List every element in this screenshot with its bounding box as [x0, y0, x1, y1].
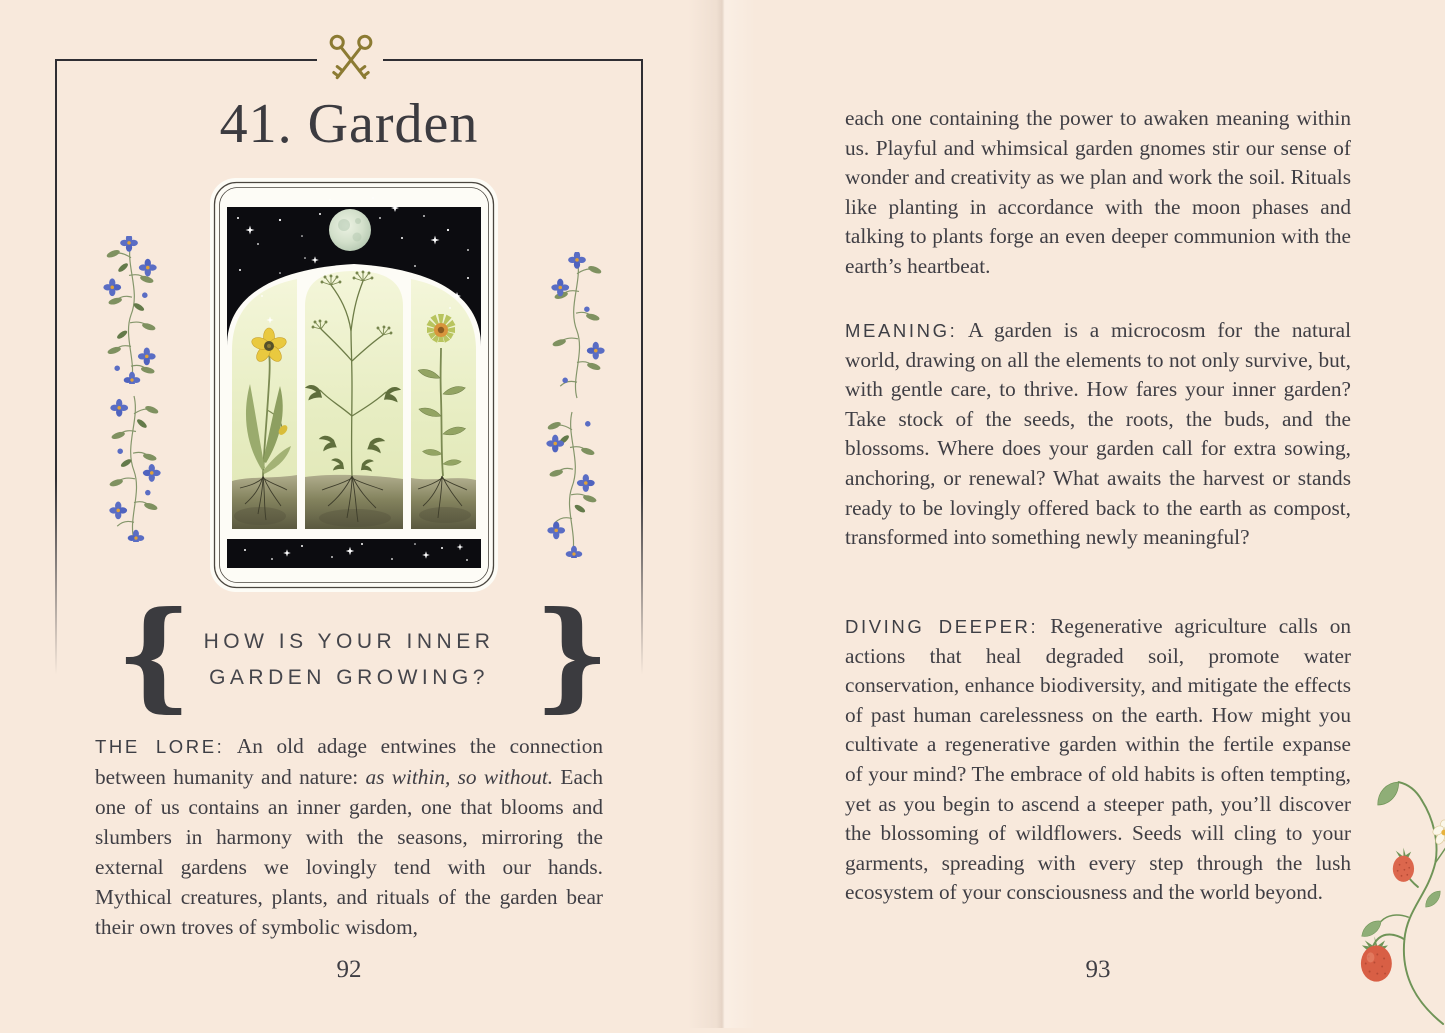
question-line-1: HOW IS YOUR INNER	[203, 630, 495, 653]
card-question	[55, 624, 643, 696]
meaning-label: MEANING:	[845, 320, 958, 341]
garden-card-illustration	[210, 178, 498, 592]
blue-flower-vine-icon	[103, 394, 165, 542]
strawberry-branch-icon	[1358, 766, 1445, 1028]
diving-deeper-paragraph	[845, 612, 1351, 908]
lore-text-intro: An old adage entwines the connection between humanity and nature:	[95, 734, 604, 789]
continuation-paragraph: each one containing the power to awaken meaning within us. Playful and whimsical garden gnomes stir our sense of wonder and creativity as we plan and work the soil. Rituals like planting in accordance with the moon phases and talking to plants forge an even deeper communion with the earth’s heartbeat.	[845, 106, 1351, 278]
full-moon	[329, 209, 371, 251]
blue-flower-vine-icon	[100, 236, 162, 384]
curly-brace-ornament: }	[534, 585, 610, 724]
page-number-right: 93	[1085, 956, 1111, 983]
lore-text-italic: as within, so without.	[365, 765, 554, 789]
lore-label: THE LORE:	[95, 736, 225, 757]
question-line-2: GARDEN GROWING?	[209, 666, 489, 689]
curly-brace-ornament: {	[116, 585, 192, 724]
frame-top-line-right	[383, 59, 643, 61]
crossed-keys-icon	[312, 24, 390, 96]
lore-text-rest: Each one of us contains an inner garden, one that blooms and slumbers in harmony with the seasons, mirroring the external gardens we lovingly tend with our hands. Mythical creatures, plants, and rituals of the garden bear their own troves of symbolic wisdom,	[95, 765, 603, 939]
blue-flower-vine-icon	[541, 410, 603, 558]
meaning-text: A garden is a microcosm for the natural world, drawing on all the elements to not only survive, but, with gentle care, to thrive. How fares your inner garden? Take stock of the seeds, the roots, the buds, and the blossoms. Where does your garden call for extra sowing, anchoring, or renewal? What awaits the harvest or stands ready to be lovingly offered back to the earth as compost, transformed into something newly meaningful?	[845, 318, 1351, 550]
diving-deeper-text: Regenerative agriculture calls on actions that heal degraded soil, promote water conservation, enhance biodiversity, and mitigate the effects of past human carelessness on the earth. How might you cultivate a regenerative garden within the fertile expanse of your mind? The embrace of old habits is often tempting, yet as you begin to ascend a steeper path, you’ll discover the blossoming of wildflowers. Seeds will cling to your garments, spreading with every step through the lush ecosystem of your consciousness and the world beyond.	[845, 614, 1351, 905]
chapter-title: 41. Garden	[219, 93, 479, 155]
blue-flower-vine-icon	[546, 252, 608, 400]
meaning-paragraph	[845, 316, 1351, 553]
frame-top-line-left	[55, 59, 317, 61]
page-fold	[688, 0, 756, 1028]
page-number-left: 92	[336, 956, 362, 983]
lore-paragraph	[95, 731, 603, 942]
diving-deeper-label: DIVING DEEPER:	[845, 616, 1039, 637]
